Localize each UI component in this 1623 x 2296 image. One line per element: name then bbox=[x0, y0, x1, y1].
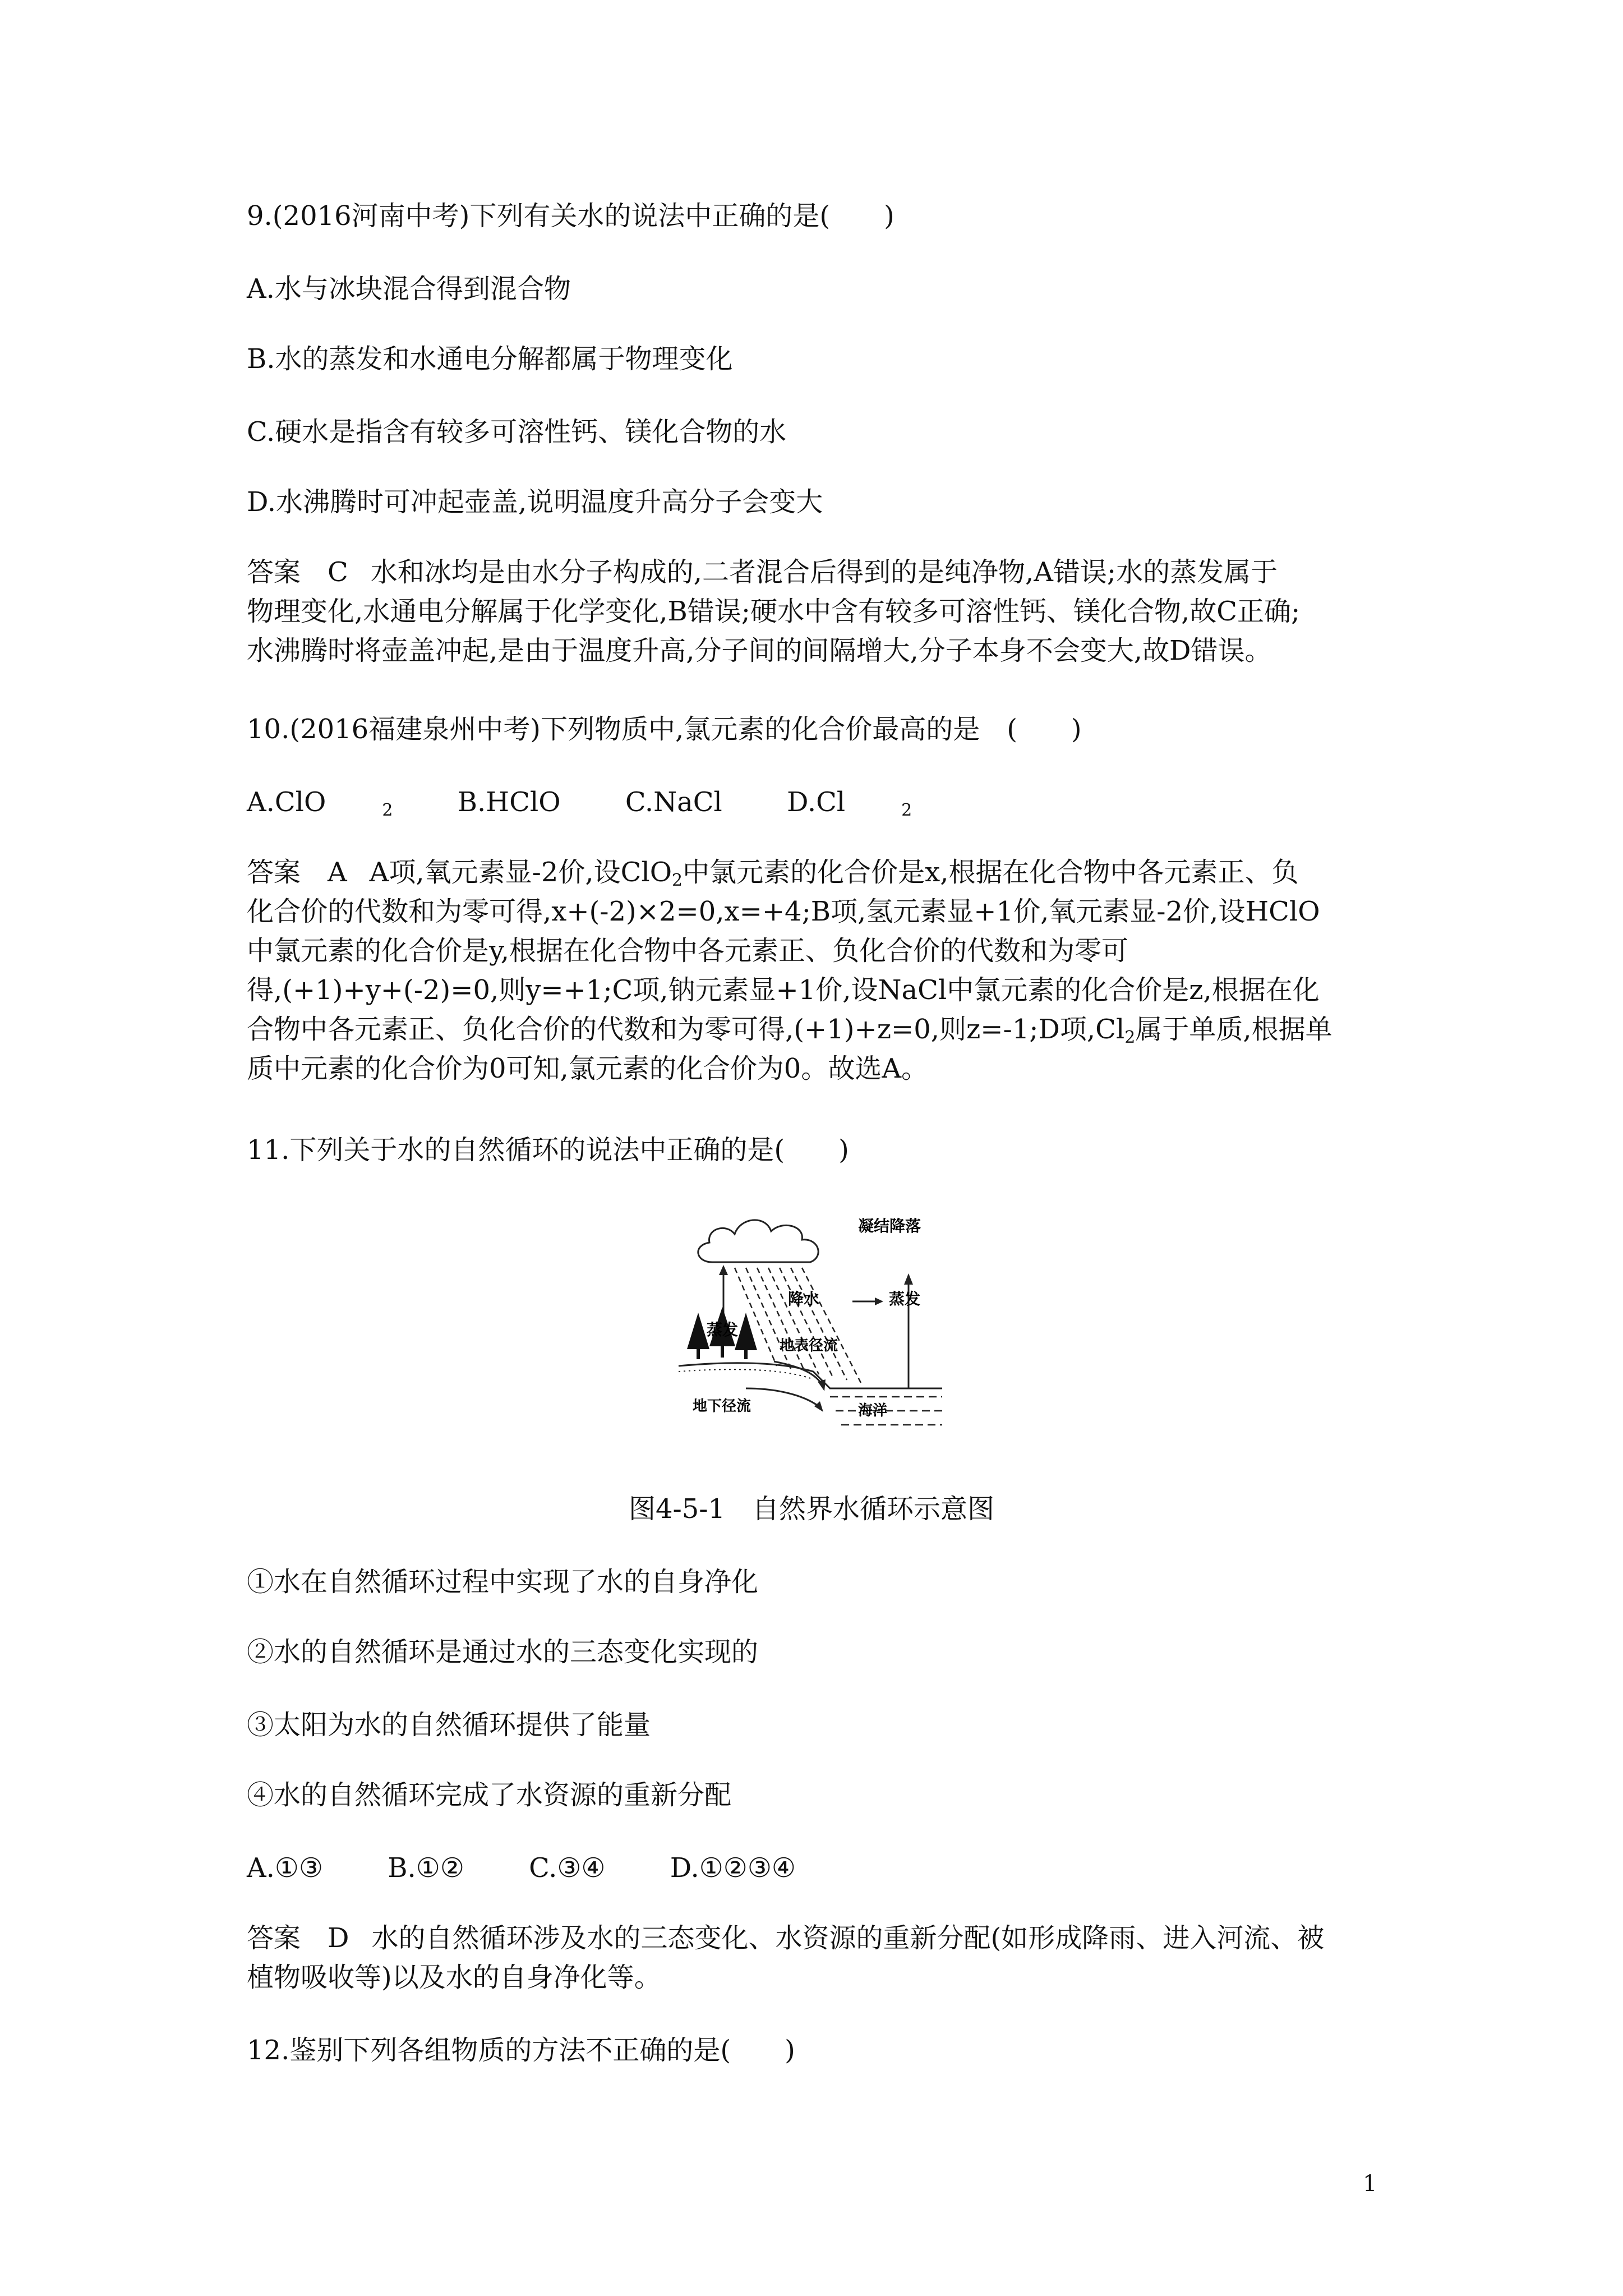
q9-option-a: A.水与冰块混合得到混合物 bbox=[247, 273, 571, 305]
q9-option-c: C.硬水是指含有较多可溶性钙、镁化合物的水 bbox=[247, 416, 787, 448]
q10-option-b: B.HClO bbox=[457, 786, 561, 818]
rain-lines bbox=[735, 1268, 861, 1383]
q10-answer-line-4: 得,(+1)+y+(-2)=0,则y=+1;C项,钠元素显+1价,设NaCl中氯元素的化合价是z,根据在化 bbox=[247, 974, 1320, 1006]
q9-answer bbox=[247, 553, 1391, 670]
q11-statement-3: ③太阳为水的自然循环提供了能量 bbox=[247, 1709, 651, 1741]
q10-options bbox=[247, 783, 1391, 822]
q11-answer bbox=[247, 1918, 1391, 1997]
q11-option-b: B.①② bbox=[388, 1852, 464, 1884]
q11-options bbox=[247, 1848, 1391, 1888]
label-underground-runoff: 地下径流 bbox=[693, 1398, 751, 1415]
q12-stem: 12.鉴别下列各组物质的方法不正确的是( ) bbox=[247, 2035, 795, 2066]
water-cycle-figure bbox=[673, 1203, 953, 1450]
label-evaporation-right: 蒸发 bbox=[889, 1290, 921, 1308]
water-cycle-diagram bbox=[673, 1203, 953, 1450]
figure-caption: 图4-5-1 自然界水循环示意图 bbox=[628, 1493, 995, 1525]
q9-option-b: B.水的蒸发和水通电分解都属于物理变化 bbox=[247, 343, 733, 375]
label-precipitation: 降水 bbox=[788, 1290, 820, 1308]
q9-answer-line-1: 水和冰均是由水分子构成的,二者混合后得到的是纯净物,A错误;水的蒸发属于 bbox=[370, 556, 1278, 588]
q9-answer-line-3: 水沸腾时将壶盖冲起,是由于温度升高,分子间的间隔增大,分子本身不会变大,故D错误。 bbox=[247, 635, 1272, 666]
q10-option-c: C.NaCl bbox=[625, 786, 722, 818]
q10-answer-line-2: 化合价的代数和为零可得,x+(-2)×2=0,x=+4;B项,氢元素显+1价,氧元素显-2价,设HClO bbox=[247, 896, 1320, 927]
q10-answer-line-5: 合物中各元素正、负化合价的代数和为零可得,(+1)+z=0,则z=-1;D项$,Cl_2$属于单质,根据单 bbox=[247, 1014, 1332, 1047]
q11-stem: 11.下列关于水的自然循环的说法中正确的是( ) bbox=[247, 1134, 849, 1166]
q10-stem: 10.(2016福建泉州中考)下列物质中,氯元素的化合价最高的是 ( ) bbox=[247, 714, 1082, 745]
q10-option-a: A.ClO $_2$ bbox=[247, 786, 393, 820]
q11-statement-4: ④水的自然循环完成了水资源的重新分配 bbox=[247, 1779, 732, 1811]
q11-statement-1: ①水在自然循环过程中实现了水的自身净化 bbox=[247, 1566, 759, 1598]
q10-answer-line-6: 质中元素的化合价为0可知,氯元素的化合价为0。故选A。 bbox=[247, 1053, 929, 1084]
q9-stem: 9.(2016河南中考)下列有关水的说法中正确的是( ) bbox=[247, 200, 895, 232]
q10-option-d: D.Cl $_2$ bbox=[787, 786, 912, 820]
q10-answer-line-3: 中氯元素的化合价是y,根据在化合物中各元素正、负化合价的代数和为零可 bbox=[247, 935, 1129, 967]
q11-statement-2: ②水的自然循环是通过水的三态变化实现的 bbox=[247, 1636, 759, 1668]
page-number: 1 bbox=[1363, 2171, 1377, 2197]
q10-answer-label: 答案 A bbox=[247, 857, 347, 888]
cloud-shape bbox=[698, 1220, 818, 1262]
q11-answer-line-2: 植物吸收等)以及水的自身净化等。 bbox=[247, 1962, 661, 1993]
label-surface-runoff: 地表径流 bbox=[780, 1337, 838, 1354]
q11-answer-line-1: 水的自然循环涉及水的三态变化、水资源的重新分配(如形成降雨、进入河流、被 bbox=[371, 1922, 1325, 1954]
q11-option-c: C.③④ bbox=[529, 1852, 606, 1884]
q9-answer-label: 答案 C bbox=[247, 556, 348, 588]
q10-answer: 答案 A A项,氧元素显-2价,设ClO$_2$中氯元素的化合价是x,根据在化合物中各元素正、负 化合价的代数和为零可得,x+(-2)×2=0,x=+4;B项,氢元素显+1价,氧元素显-2价,设HClO 中氯元素的化合价是y,根据在化合物中各元素正、负化合价的代数和为零可 得,(+1)+y+(-2)=0,则y=+1;C项,钠元素显+1价,设NaCl中氯元素的化合价是z,根据在化 合物中各元素正、负化合价的代数和为零可得,(+1)+z=0,则z=-1;D项$,Cl_2$属于单质,根据单 质中元素的化合价为0可知,氯元素的化合价为0。故选A。 bbox=[247, 853, 1391, 1088]
label-ocean: 海洋 bbox=[858, 1402, 888, 1419]
q11-option-d: D.①②③④ bbox=[670, 1852, 796, 1884]
q9-answer-line-2: 物理变化,水通电分解属于化学变化,B错误;硬水中含有较多可溶性钙、镁化合物,故C正确; bbox=[247, 596, 1301, 627]
q11-answer-label: 答案 D bbox=[247, 1922, 349, 1954]
q9-option-d: D.水沸腾时可冲起壶盖,说明温度升高分子会变大 bbox=[247, 486, 823, 518]
label-evaporation-left: 蒸发 bbox=[707, 1320, 739, 1339]
q11-option-a: A.①③ bbox=[247, 1852, 323, 1884]
label-condensation: 凝结降落 bbox=[858, 1217, 921, 1235]
